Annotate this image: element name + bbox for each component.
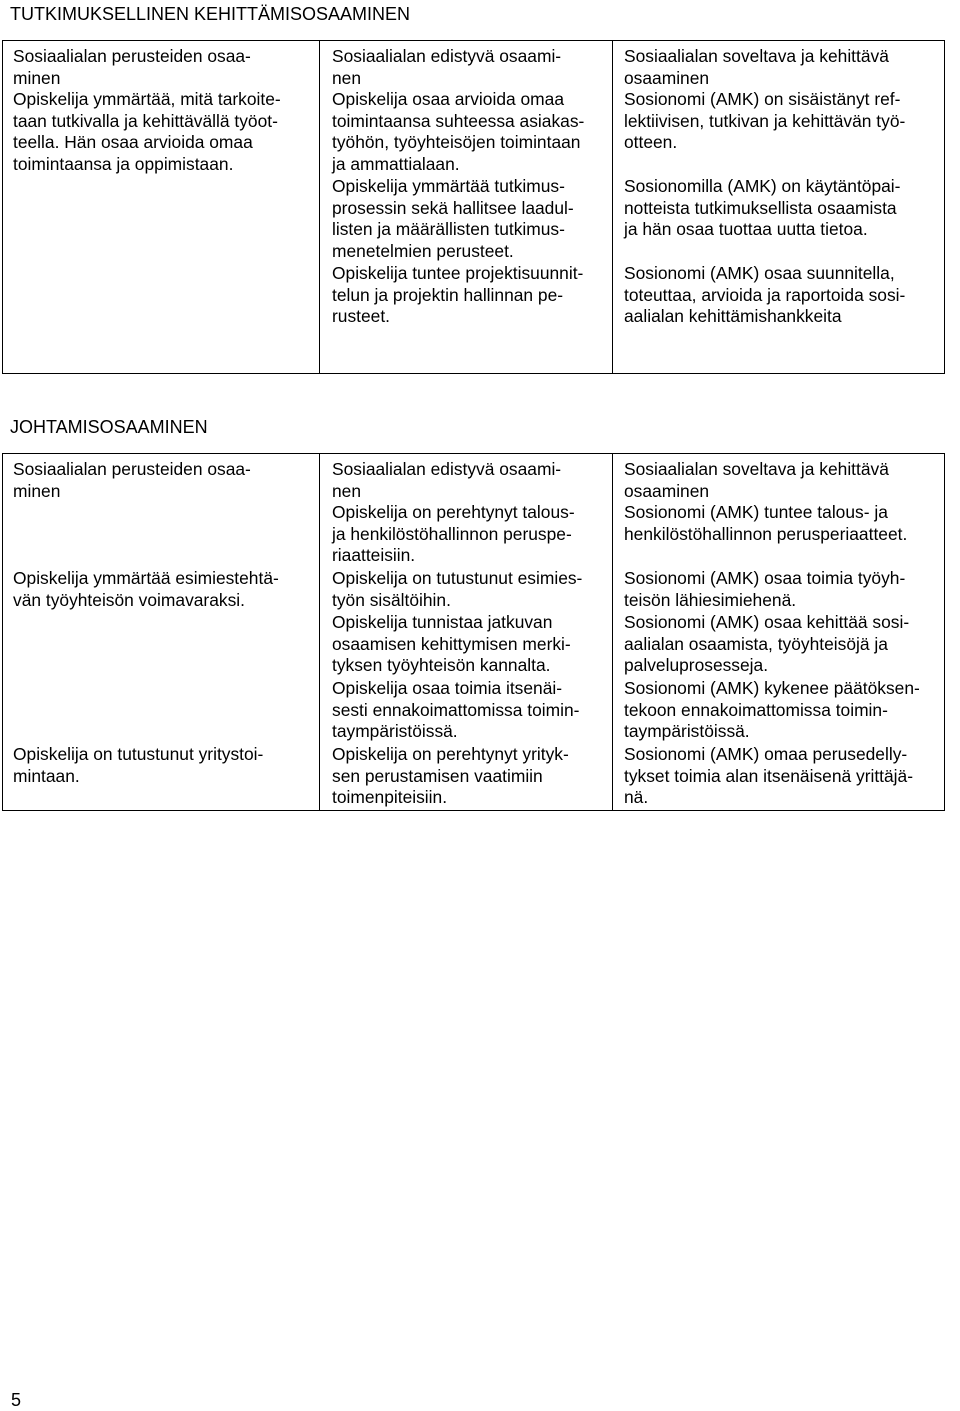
competence-text: Opiskelija osaa arvioida omaa toimintaansa suhteessa asiakas- työhön, työyhteisöjen toimintaan ja ammattialaan. — [332, 89, 585, 174]
competence-text: Sosionomi (AMK) tuntee talous- ja henkilöstöhallinnon perusperiaatteet. — [624, 502, 908, 544]
column-basic-competence — [3, 41, 318, 373]
competence-text: Sosionomi (AMK) osaa kehittää sosi- aalialan osaamista, työyhteisöjä ja palveluprosesseja. — [624, 612, 910, 675]
competence-table-research — [2, 40, 945, 374]
column-advancing-competence — [319, 41, 612, 373]
competence-text: Opiskelija on tutustunut yritystoi- mintaan. — [13, 744, 264, 786]
competence-text: Sosionomilla (AMK) on käytäntöpai- notteista tutkimuksellista osaamista ja hän osaa tuottaa uutta tietoa. — [624, 176, 901, 239]
competence-text: Opiskelija ymmärtää, mitä tarkoite- taan tutkivalla ja kehittävällä työot- teella. Hän osaa arvioida omaa toimintaansa ja oppimistaan. — [13, 89, 281, 174]
column-applied-competence — [612, 454, 945, 810]
competence-text: Opiskelija ymmärtää esimiestehtä- vän työyhteisön voimavaraksi. — [13, 568, 279, 610]
competence-text: Opiskelija tuntee projektisuunnit- telun ja projektin hallinnan pe- rusteet. — [332, 263, 584, 326]
competence-text: Opiskelija on tutustunut esimies- työn sisältöihin. — [332, 568, 583, 610]
section-title-research: TUTKIMUKSELLINEN KEHITTÄMISOSAAMINEN — [10, 4, 411, 24]
competence-text: Sosionomi (AMK) omaa perusedelly- tykset toimia alan itsenäisenä yrittäjä- nä. — [624, 744, 914, 807]
competence-text: Sosionomi (AMK) osaa suunnitella, toteuttaa, arvioida ja raportoida sosi- aalialan kehittämishankkeita — [624, 263, 906, 326]
column-heading: Sosiaalialan perusteiden osaa- minen — [13, 459, 251, 501]
competence-text: Sosionomi (AMK) osaa toimia työyh- teisön lähiesimiehenä. — [624, 568, 906, 610]
column-heading: Sosiaalialan perusteiden osaa- minen — [13, 46, 251, 88]
competence-text: Opiskelija tunnistaa jatkuvan osaamisen kehittymisen merki- tyksen työyhteisön kannalta. — [332, 612, 571, 675]
competence-text: Opiskelija on perehtynyt yrityk- sen perustamisen vaatimiin toimenpiteisiin. — [332, 744, 569, 807]
competence-text: Opiskelija on perehtynyt talous- ja henkilöstöhallinnon peruspe- riaatteisiin. — [332, 502, 575, 565]
column-heading: Sosiaalialan edistyvä osaami- nen — [332, 459, 562, 501]
competence-text: Sosionomi (AMK) kykenee päätöksen- tekoon ennakoimattomissa toimin- taympäristöissä. — [624, 678, 920, 741]
column-heading: Sosiaalialan soveltava ja kehittävä osaaminen — [624, 459, 889, 501]
competence-text: Sosionomi (AMK) on sisäistänyt ref- lektiivisen, tutkivan ja kehittävän työ- otteen. — [624, 89, 906, 152]
competence-text: Opiskelija osaa toimia itsenäi- sesti ennakoimattomissa toimin- taympäristöissä. — [332, 678, 580, 741]
section-title-leadership: JOHTAMISOSAAMINEN — [10, 417, 208, 437]
competence-table-leadership — [2, 453, 945, 811]
column-heading: Sosiaalialan soveltava ja kehittävä osaaminen — [624, 46, 889, 88]
column-applied-competence — [612, 41, 945, 373]
column-basic-competence — [3, 454, 318, 810]
page-number: 5 — [11, 1390, 22, 1410]
competence-text: Opiskelija ymmärtää tutkimus- prosessin sekä hallitsee laadul- listen ja määrällisten tutkimus- menetelmien perusteet. — [332, 176, 574, 261]
column-advancing-competence — [319, 454, 612, 810]
column-heading: Sosiaalialan edistyvä osaami- nen — [332, 46, 562, 88]
